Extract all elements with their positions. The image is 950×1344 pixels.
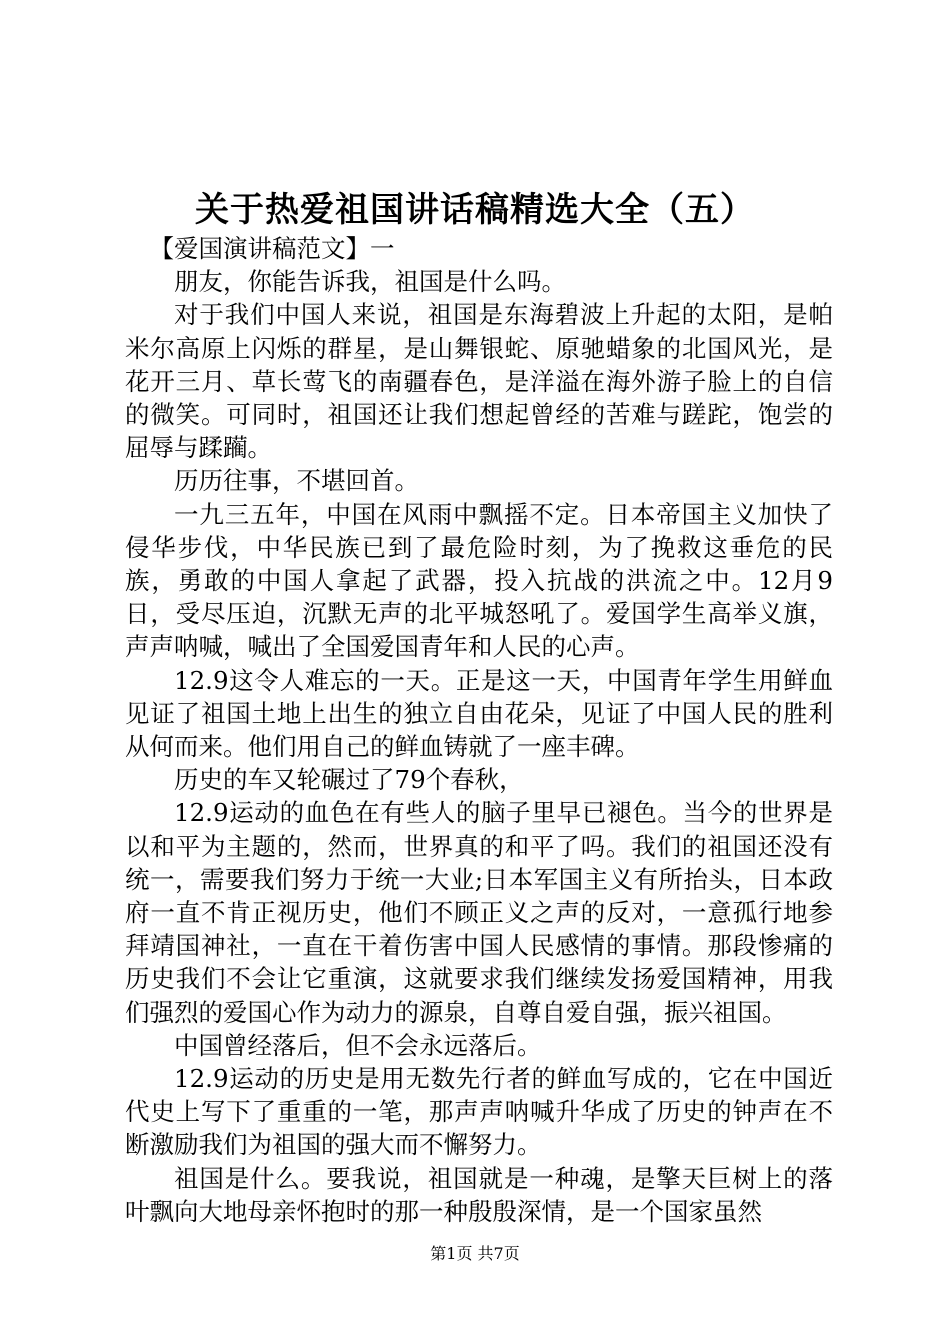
paragraph: 朋友，你能告诉我，祖国是什么吗。 [174,267,566,297]
document-body [125,232,833,1228]
paragraph: 历历往事，不堪回首。 [174,466,419,496]
paragraph: 一九三五年，中国在风雨中飘摇不定。日本帝国主义加快了侵华步伐，中华民族已到了最危险时刻，为了挽救这垂危的民族，勇敢的中国人拿起了武器，投入抗战的洪流之中。12月9日，受尽压迫，沉默无声的北平城怒吼了。爱国学生高举义旗，声声呐喊，喊出了全国爱国青年和人民的心声。 [125,499,833,662]
paragraph: 12.9运动的血色在有些人的脑子里早已褪色。当今的世界是以和平为主题的，然而，世界真的和平了吗。我们的祖国还没有统一，需要我们努力于统一大业;日本军国主义有所抬头，日本政府一直不肯正视历史，他们不顾正义之声的反对，一意孤行地参拜靖国神社，一直在干着伤害中国人民感情的事情。那段惨痛的历史我们不会让它重演，这就要求我们继续发扬爱国精神，用我们强烈的爱国心作为动力的源泉，自尊自爱自强，振兴祖国。 [125,798,833,1027]
paragraph: 中国曾经落后，但不会永远落后。 [174,1030,542,1060]
document-title: 关于热爱祖国讲话稿精选大全（五） [195,190,755,230]
paragraph: 祖国是什么。要我说，祖国就是一种魂，是擎天巨树上的落叶飘向大地母亲怀抱时的那一种殷殷深情，是一个国家虽然 [125,1163,833,1226]
paragraph: 历史的车又轮碾过了79个春秋， [174,765,524,795]
section-heading: 【爱国演讲稿范文】一 [149,234,395,263]
paragraph: 12.9这令人难忘的一天。正是这一天，中国青年学生用鲜血见证了祖国土地上出生的独立自由花朵，见证了中国人民的胜利从何而来。他们用自己的鲜血铸就了一座丰碑。 [125,665,833,762]
paragraph: 12.9运动的历史是用无数先行者的鲜血写成的，它在中国近代史上写下了重重的一笔，那声声呐喊升华成了历史的钟声在不断激励我们为祖国的强大而不懈努力。 [125,1064,833,1160]
page-number-footer: 第1页 共7页 [430,1244,520,1263]
paragraph: 对于我们中国人来说，祖国是东海碧波上升起的太阳，是帕米尔高原上闪烁的群星，是山舞银蛇、原驰蜡象的北国风光，是花开三月、草长莺飞的南疆春色，是洋溢在海外游子脸上的自信的微笑。可同时，祖国还让我们想起曾经的苦难与蹉跎，饱尝的屈辱与蹂躏。 [125,300,833,463]
